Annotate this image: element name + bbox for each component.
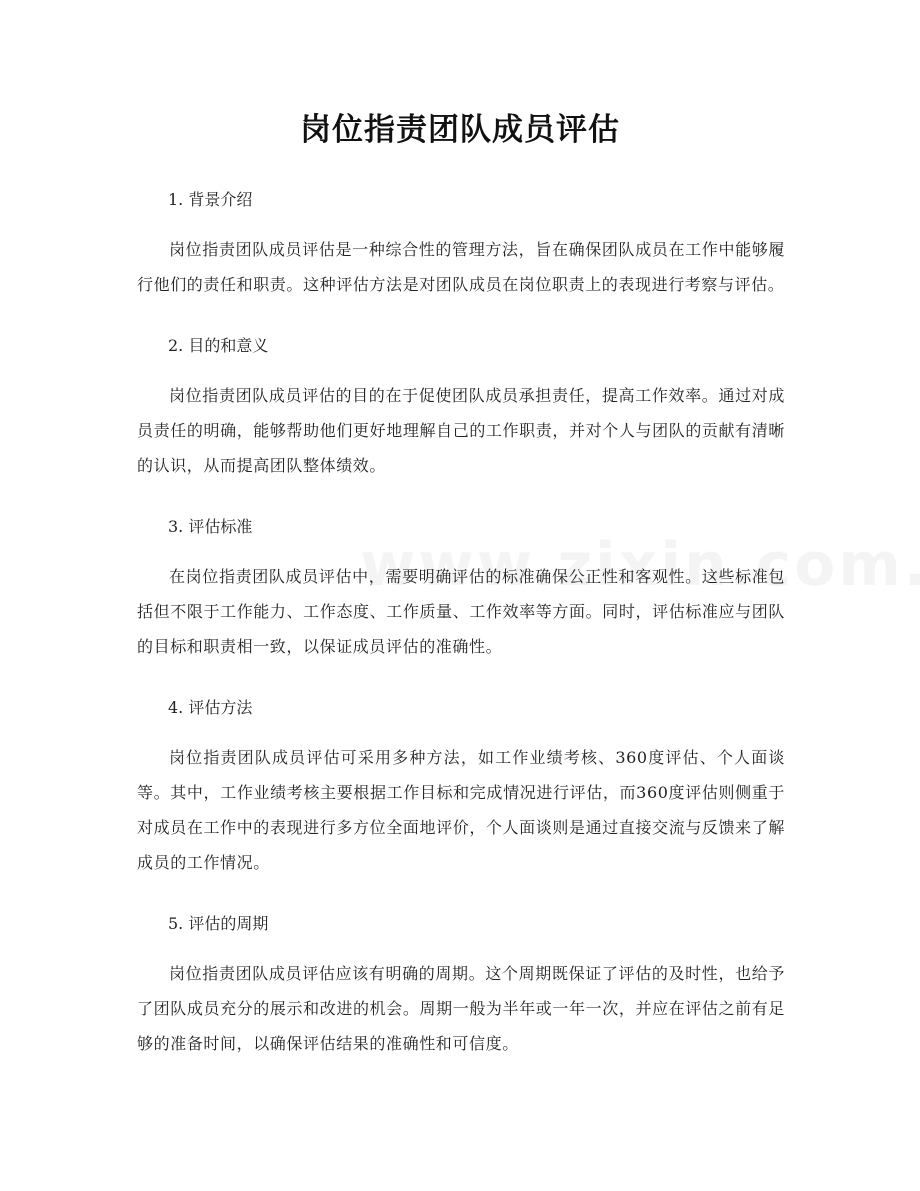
- section-purpose: [137, 328, 785, 483]
- section-criteria: [137, 509, 785, 664]
- section-background: [137, 182, 785, 302]
- section-heading: 5. 评估的周期: [168, 914, 269, 933]
- section-heading: 4. 评估方法: [168, 698, 253, 717]
- page-title: 岗位指责团队成员评估: [300, 112, 620, 148]
- section-paragraph: 岗位指责团队成员评估应该有明确的周期。这个周期既保证了评估的及时性，也给予了团队成员充分的展示和改进的机会。周期一般为半年或一年一次，并应在评估之前有足够的准备时间，以确保评估结果的准确性和可信度。: [137, 964, 785, 1053]
- document-body: [137, 182, 785, 1087]
- section-heading: 3. 评估标准: [168, 517, 253, 536]
- section-heading: 2. 目的和意义: [168, 336, 269, 355]
- section-paragraph: 在岗位指责团队成员评估中，需要明确评估的标准确保公正性和客观性。这些标准包括但不限于工作能力、工作态度、工作质量、工作效率等方面。同时，评估标准应与团队的目标和职责相一致，以保证成员评估的准确性。: [137, 567, 785, 656]
- section-paragraph: 岗位指责团队成员评估可采用多种方法，如工作业绩考核、360度评估、个人面谈等。其中，工作业绩考核主要根据工作目标和完成情况进行评估，而360度评估则侧重于对成员在工作中的表现进行多方位全面地评价，个人面谈则是通过直接交流与反馈来了解成员的工作情况。: [137, 748, 785, 872]
- section-paragraph: 岗位指责团队成员评估是一种综合性的管理方法，旨在确保团队成员在工作中能够履行他们的责任和职责。这种评估方法是对团队成员在岗位职责上的表现进行考察与评估。: [137, 240, 785, 294]
- section-paragraph: 岗位指责团队成员评估的目的在于促使团队成员承担责任，提高工作效率。通过对成员责任的明确，能够帮助他们更好地理解自己的工作职责，并对个人与团队的贡献有清晰的认识，从而提高团队整体绩效。: [137, 386, 785, 475]
- section-methods: [137, 690, 785, 880]
- section-cycle: [137, 906, 785, 1061]
- section-heading: 1. 背景介绍: [168, 190, 253, 209]
